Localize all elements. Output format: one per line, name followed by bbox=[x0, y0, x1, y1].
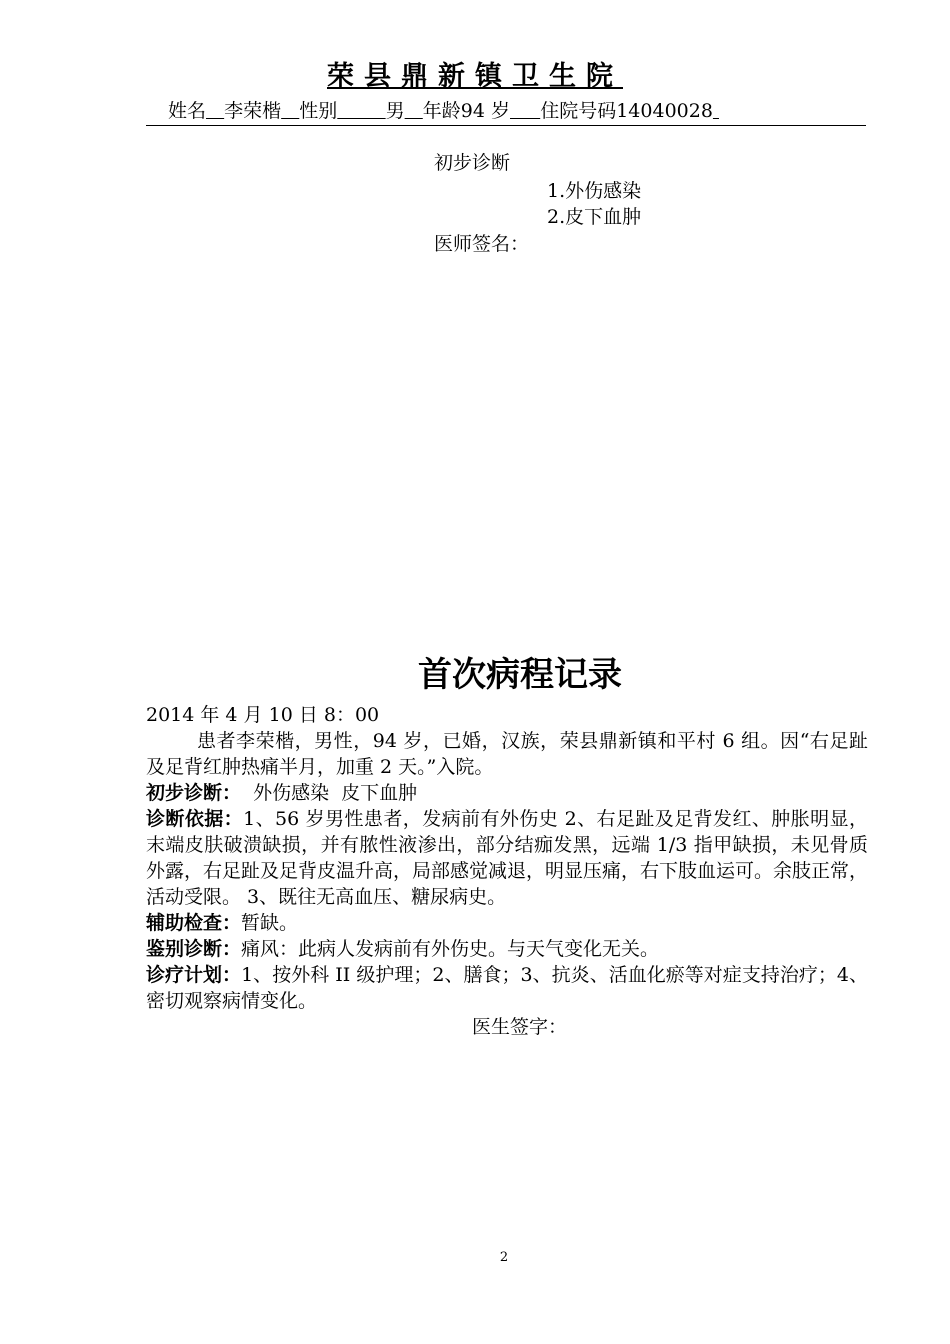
section-label: 诊断依据： bbox=[146, 808, 244, 830]
preliminary-item-2: 2.皮下血肿 bbox=[547, 206, 642, 228]
physician-signature-label: 医师签名： bbox=[434, 233, 530, 255]
admission-value: 14040028 bbox=[616, 100, 713, 122]
section-treatment-plan bbox=[146, 962, 868, 1014]
section-text: 1、56 岁男性患者，发病前有外伤史 2、右足趾及足背发红、肿胀明显，末端皮肤破溃缺损，并有脓性液渗出，部分结痂发黑，远端 1/3 指甲缺损，未见骨质外露，右足趾及足背皮温升高，局部感觉减退，明显压痛，右下肢血运可。余肢正常，活动受限。 3、既往无高血压、糖尿病史。 bbox=[146, 808, 869, 908]
gender-label: 性别 bbox=[299, 100, 338, 122]
section-text: 暂缺。 bbox=[241, 912, 299, 934]
gender-value: 男 bbox=[385, 100, 405, 122]
hospital-title: 荣县鼎新镇卫生院 bbox=[327, 61, 623, 92]
preliminary-title: 初步诊断 bbox=[434, 152, 511, 174]
section-text: 外伤感染 皮下血肿 bbox=[241, 782, 418, 804]
section-auxiliary-exam bbox=[146, 910, 868, 936]
name-label: 姓名 bbox=[168, 100, 207, 122]
age-label: 年龄 bbox=[422, 100, 461, 122]
preliminary-item-1: 1.外伤感染 bbox=[547, 180, 642, 202]
section-differential-diagnosis bbox=[146, 936, 868, 962]
record-title: 首次病程记录 bbox=[418, 655, 622, 695]
section-label: 鉴别诊断： bbox=[146, 938, 242, 960]
page-number: 2 bbox=[499, 1250, 509, 1265]
section-label: 诊疗计划： bbox=[146, 964, 242, 986]
record-intro: 患者李荣楷，男性，94 岁，已婚，汉族，荣县鼎新镇和平村 6 组。因“右足趾及足背红肿热痛半月，加重 2 天。”入院。 bbox=[146, 730, 868, 778]
doctor-signature-label: 医生签字： bbox=[472, 1016, 568, 1038]
record-body bbox=[146, 702, 868, 1040]
section-label: 辅助检查： bbox=[146, 912, 242, 934]
section-preliminary-diagnosis bbox=[146, 780, 868, 806]
section-diagnosis-basis bbox=[146, 806, 868, 910]
section-text: 痛风：此病人发病前有外伤史。与天气变化无关。 bbox=[241, 938, 660, 960]
patient-header bbox=[146, 98, 866, 126]
section-text: 1、按外科 II 级护理；2、膳食；3、抗炎、活血化瘀等对症支持治疗；4、密切观察病情变化。 bbox=[146, 964, 868, 1012]
section-label: 初步诊断： bbox=[146, 782, 242, 804]
admission-label: 住院号码 bbox=[540, 100, 617, 122]
name-value: 李荣楷 bbox=[224, 100, 282, 122]
record-datetime: 2014 年 4 月 10 日 8：00 bbox=[146, 704, 380, 726]
age-value: 94 岁 bbox=[460, 100, 510, 122]
